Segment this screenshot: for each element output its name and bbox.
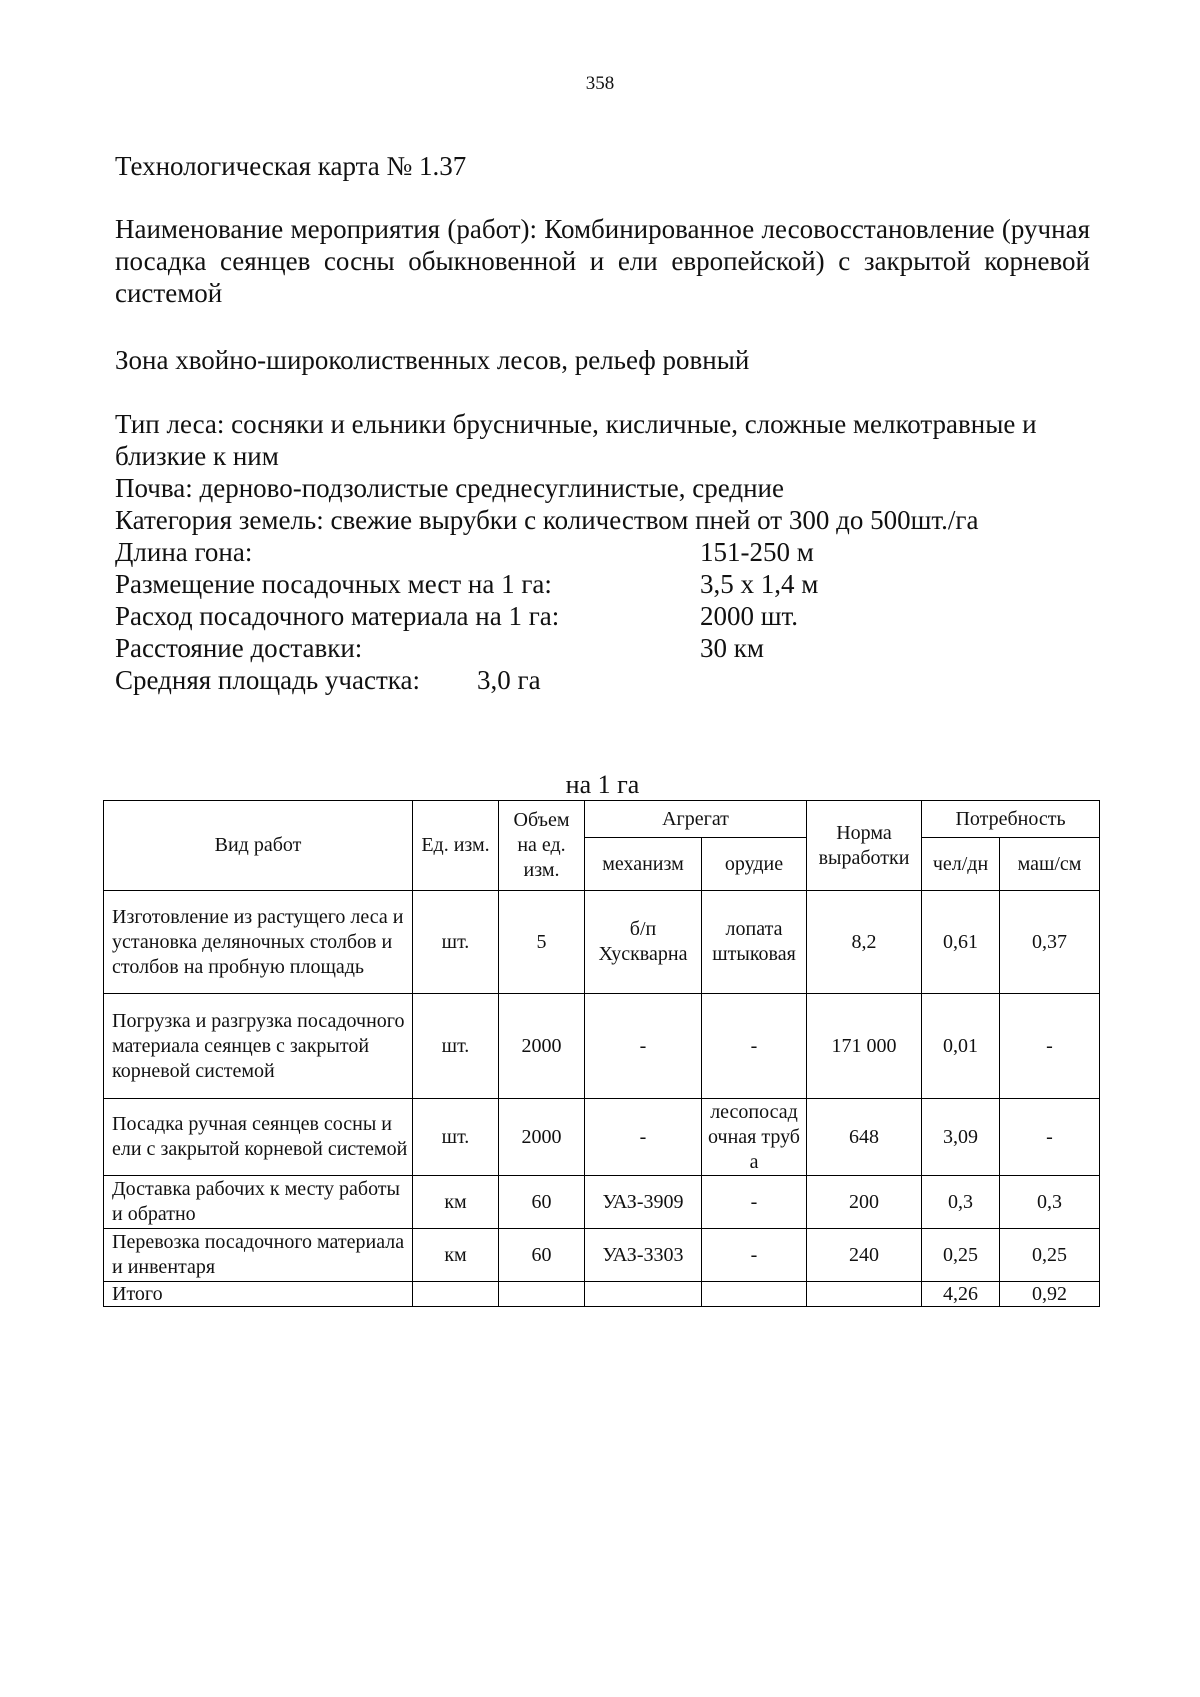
cell-unit: шт. bbox=[413, 994, 499, 1099]
cell-norm: 648 bbox=[807, 1099, 922, 1176]
table-caption: на 1 га bbox=[565, 770, 640, 799]
cell-man-days: 0,25 bbox=[922, 1229, 1000, 1282]
cell-work: Погрузка и разгрузка посадочного материала сеянцев с закрытой корневой системой bbox=[104, 994, 413, 1099]
cell-mechanism: - bbox=[585, 1099, 702, 1176]
works-table bbox=[103, 800, 1100, 1307]
cell-machine-shifts: - bbox=[1000, 1099, 1100, 1176]
table-row bbox=[104, 994, 1100, 1099]
cell-machine-shifts: - bbox=[1000, 994, 1100, 1099]
header-unit: Ед. изм. bbox=[413, 801, 499, 891]
empty-cell bbox=[585, 1282, 702, 1307]
table-row bbox=[104, 1229, 1100, 1282]
cell-man-days: 0,61 bbox=[922, 891, 1000, 994]
table-row bbox=[104, 891, 1100, 994]
header-need: Потребность bbox=[922, 801, 1100, 838]
empty-cell bbox=[499, 1282, 585, 1307]
page-number: 358 bbox=[585, 73, 615, 94]
cell-man-days: 3,09 bbox=[922, 1099, 1000, 1176]
header-norm: Норма выработки bbox=[807, 801, 922, 891]
cell-mechanism: - bbox=[585, 994, 702, 1099]
cell-norm: 8,2 bbox=[807, 891, 922, 994]
header-machine-shifts: маш/см bbox=[1000, 838, 1100, 891]
empty-cell bbox=[807, 1282, 922, 1307]
forest-type: Тип леса: сосняки и ельники брусничные, кисличные, сложные мелкотравные и близкие к ним bbox=[115, 409, 1037, 471]
cell-unit: шт. bbox=[413, 1099, 499, 1176]
param-label: Длина гона: bbox=[115, 537, 253, 567]
total-label: Итого bbox=[104, 1282, 413, 1307]
param-label: Расстояние доставки: bbox=[115, 633, 363, 663]
param-row bbox=[115, 600, 1090, 632]
cell-volume: 2000 bbox=[499, 1099, 585, 1176]
header-man-days: чел/дн bbox=[922, 838, 1000, 891]
cell-volume: 60 bbox=[499, 1176, 585, 1229]
header-aggregate: Агрегат bbox=[585, 801, 807, 838]
cell-tool: - bbox=[702, 1229, 807, 1282]
param-value: 30 км bbox=[700, 633, 764, 663]
cell-volume: 2000 bbox=[499, 994, 585, 1099]
param-row bbox=[115, 568, 1090, 600]
cell-tool: лесопосадочная труба bbox=[702, 1099, 807, 1176]
total-machine-shifts: 0,92 bbox=[1000, 1282, 1100, 1307]
cell-work: Перевозка посадочного материала и инвентаря bbox=[104, 1229, 413, 1282]
activity-name: Наименование мероприятия (работ): Комбинированное лесовосстановление (ручная посадка сеянцев сосны обыкновенной и ели европейской) с закрытой корневой системой bbox=[115, 214, 1090, 308]
table-row bbox=[104, 1099, 1100, 1176]
cell-machine-shifts: 0,3 bbox=[1000, 1176, 1100, 1229]
area-row bbox=[115, 664, 1090, 696]
empty-cell bbox=[413, 1282, 499, 1307]
cell-man-days: 0,3 bbox=[922, 1176, 1000, 1229]
cell-tool: - bbox=[702, 994, 807, 1099]
cell-norm: 240 bbox=[807, 1229, 922, 1282]
param-value: 3,5 х 1,4 м bbox=[700, 569, 819, 599]
cell-machine-shifts: 0,37 bbox=[1000, 891, 1100, 994]
area-value: 3,0 га bbox=[477, 665, 541, 695]
cell-unit: км bbox=[413, 1229, 499, 1282]
cell-unit: км bbox=[413, 1176, 499, 1229]
cell-work: Посадка ручная сеянцев сосны и ели с закрытой корневой системой bbox=[104, 1099, 413, 1176]
cell-tool: лопата штыковая bbox=[702, 891, 807, 994]
cell-unit: шт. bbox=[413, 891, 499, 994]
param-value: 2000 шт. bbox=[700, 601, 799, 631]
cell-work: Доставка рабочих к месту работы и обратно bbox=[104, 1176, 413, 1229]
header-mechanism: механизм bbox=[585, 838, 702, 891]
cell-mechanism: УАЗ-3909 bbox=[585, 1176, 702, 1229]
cell-tool: - bbox=[702, 1176, 807, 1229]
total-row bbox=[104, 1282, 1100, 1307]
cell-work: Изготовление из растущего леса и установка деляночных столбов и столбов на пробную площадь bbox=[104, 891, 413, 994]
header-work: Вид работ bbox=[104, 801, 413, 891]
param-row bbox=[115, 632, 1090, 664]
total-man-days: 4,26 bbox=[922, 1282, 1000, 1307]
param-label: Расход посадочного материала на 1 га: bbox=[115, 601, 560, 631]
land-category: Категория земель: свежие вырубки с количеством пней от 300 до 500шт./га bbox=[115, 505, 979, 535]
table-row bbox=[104, 1176, 1100, 1229]
empty-cell bbox=[702, 1282, 807, 1307]
site-parameters bbox=[115, 408, 1090, 696]
cell-mechanism: УАЗ-3303 bbox=[585, 1229, 702, 1282]
param-label: Размещение посадочных мест на 1 га: bbox=[115, 569, 552, 599]
soil: Почва: дерново-подзолистые среднесуглинистые, средние bbox=[115, 473, 784, 503]
cell-volume: 5 bbox=[499, 891, 585, 994]
forest-zone: Зона хвойно-широколиственных лесов, рельеф ровный bbox=[115, 345, 750, 375]
param-row bbox=[115, 536, 1090, 568]
cell-machine-shifts: 0,25 bbox=[1000, 1229, 1100, 1282]
cell-man-days: 0,01 bbox=[922, 994, 1000, 1099]
cell-norm: 200 bbox=[807, 1176, 922, 1229]
cell-volume: 60 bbox=[499, 1229, 585, 1282]
cell-norm: 171 000 bbox=[807, 994, 922, 1099]
card-title: Технологическая карта № 1.37 bbox=[115, 151, 467, 181]
cell-mechanism: б/п Хускварна bbox=[585, 891, 702, 994]
header-volume: Объем на ед. изм. bbox=[499, 801, 585, 891]
param-value: 151-250 м bbox=[700, 537, 814, 567]
header-tool: орудие bbox=[702, 838, 807, 891]
area-label: Средняя площадь участка: bbox=[115, 665, 420, 695]
